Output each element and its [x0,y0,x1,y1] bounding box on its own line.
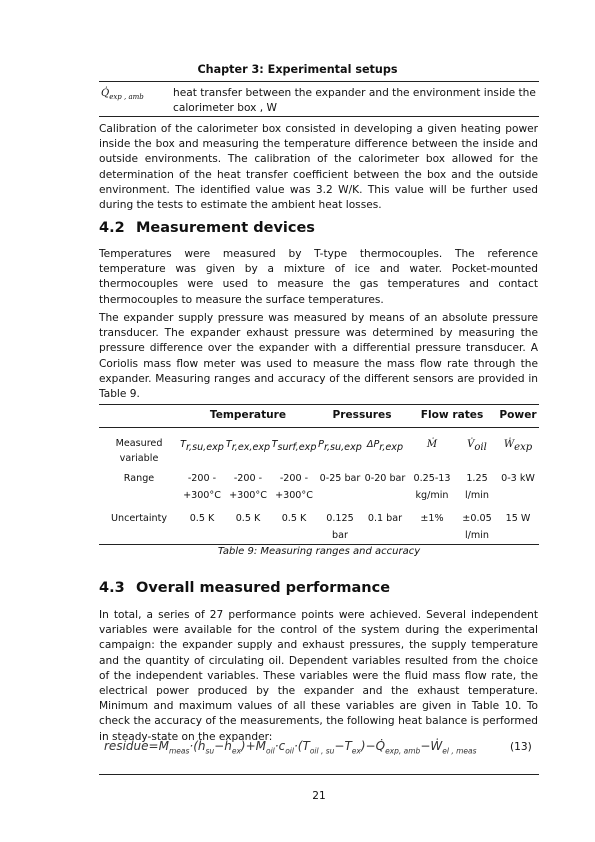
table-row-label: Measured variable [115,438,163,464]
table-cell-variable: $T_{r,su,exp}$ [180,439,224,453]
table-row [99,510,539,545]
page-number: 21 [312,790,326,802]
table-cell-uncertainty: 0.125 bar [317,510,363,545]
nomenclature-rule [99,116,539,117]
table-row-label: Range [123,473,155,484]
table-row [99,428,539,471]
table-cell-variable: $P_{r,su,exp}$ [318,439,362,453]
table-header-row [99,405,539,428]
table-cell-range: 0-25 bar [319,473,361,484]
table-cell-uncertainty: 0.1 bar [363,510,407,545]
section-heading-4-2: 4.2 Measurement devices [99,220,315,236]
table-cell-uncertainty: 0.5 K [225,510,271,545]
table-cell-variable: Ṁ [426,439,438,450]
paragraph-temperatures: Temperatures were measured by T-type thermocouples. The reference temperature was given by a mixture of ice and water. Pocket-mounted thermocouples were used to measure the gas temperatures and contact thermocouples to measure the surface temperatures. [99,248,538,306]
table-cell-uncertainty: 0.5 K [271,510,317,545]
table-cell-variable: Ẇ$_{exp}$ [503,439,533,453]
table-cell-variable: $V̇_{oil}$ [467,439,487,453]
table-cell-uncertainty: ±0.05 l/min [457,510,497,545]
table-cell-uncertainty: 15 W [497,510,539,545]
section-heading-4-3: 4.3 Overall measured performance [99,580,391,596]
table-cell-variable: $\Delta P_{r,exp}$ [366,439,404,453]
footer-rule [99,774,539,775]
table-cell-range: -200 - +300°C [275,473,313,501]
table-caption: Table 9: Measuring ranges and accuracy [217,546,421,557]
table-cell-range: -200 - +300°C [183,473,221,501]
table-group-header: Power [497,405,539,428]
table-group-header: Temperature [179,405,317,428]
equation-number: (13) [510,741,532,753]
table-cell-uncertainty: 0.5 K [179,510,225,545]
table-cell-range: 1.25 l/min [465,473,489,501]
table-group-header: Pressures [317,405,407,428]
nomenclature-description: heat transfer between the expander and the environment inside the calorimeter box , W [173,87,536,115]
table-row-label: Uncertainty [99,510,179,545]
table-cell-variable: $T_{r,ex,exp}$ [225,439,271,453]
table-cell-range: 0.25-13 kg/min [413,473,451,501]
table-cell-range: 0-20 bar [364,473,406,484]
table-cell-uncertainty: ±1% [407,510,457,545]
table-cell-variable: $T_{surf,exp}$ [271,439,317,453]
paragraph-pressure: The expander supply pressure was measured by means of an absolute pressure transducer. The expander exhaust pressure was determined by measuring the pressure difference over the expander with a differential pressure transducer. A Coriolis mass flow meter was used to measure the mass flow rate through the expander. Measuring ranges and accuracy of the different sensors are provided in Table 9. [99,312,538,401]
heat-balance-equation: $residue=Ṁ_{meas}\cdot(h_{su}-h_{ex})+M_{oil}\cdot c_{oil}\cdot(T_{oil , su}-T_{ex})-Q̇_{exp, amb}-Ẇ_{el , meas}$ [104,739,477,756]
table-cell-range: 0-3 kW [501,473,535,484]
table-group-header: Flow rates [407,405,497,428]
paragraph-calibration: Calibration of the calorimeter box consisted in developing a given heating power inside the box and measuring the temperature difference between the inside and outside environments. The calibration of the calorimeter box allowed for the determination of the heat transfer coefficient between the box and the outside environment. The identified value was 3.2 W/K. This value will be further used during the tests to estimate the ambient heat losses. [99,123,538,212]
table-row [99,470,539,510]
header-rule [99,81,539,82]
nomenclature-symbol: $Q̇_{exp , amb}$ [101,88,144,101]
running-header: Chapter 3: Experimental setups [197,63,398,76]
paragraph-performance: In total, a series of 27 performance points were achieved. Several independent variables were available for the control of the system during the experimental campaign: the expander supply and exhaust pressures, the supply temperature and the quantity of circulating oil. Dependent variables resulted from the choice of the independent variables. These variables were the fluid mass flow rate, the electrical power produced by the expander and the exhaust temperature. Minimum and maximum values of all these variables are given in Table 10. To check the accuracy of the measurements, the following heat balance is performed in steady-state on the expander: [99,609,538,743]
measuring-ranges-table [99,404,539,545]
table-cell-range: -200 - +300°C [229,473,267,501]
